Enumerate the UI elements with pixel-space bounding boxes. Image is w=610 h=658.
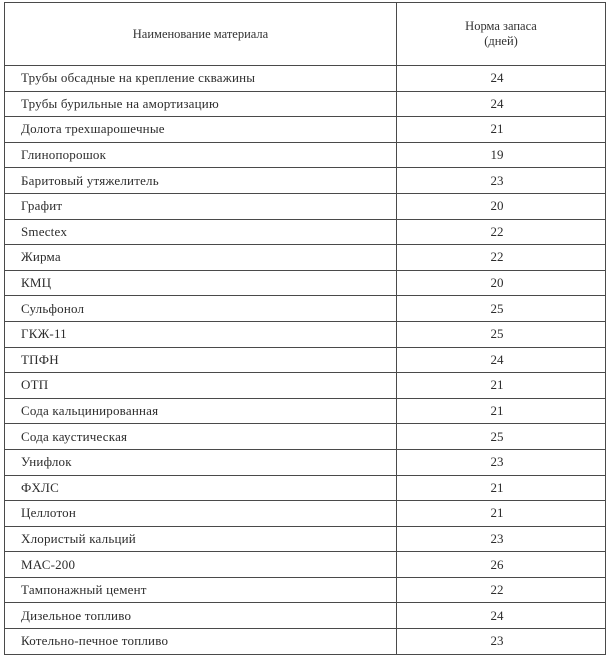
stock-norm-days-cell: 25 [397,321,606,347]
table-header-row [5,3,606,66]
material-name-cell: Сульфонол [5,296,397,322]
table-row [5,296,606,322]
stock-norm-days-cell: 21 [397,501,606,527]
material-name-cell: Тампонажный цемент [5,577,397,603]
stock-norm-days-cell: 21 [397,398,606,424]
stock-norm-days-cell: 22 [397,577,606,603]
material-stock-norms-table [4,2,606,655]
material-name-cell: Графит [5,193,397,219]
material-name-cell: Глинопорошок [5,142,397,168]
table-row [5,66,606,92]
stock-norm-days-cell: 26 [397,552,606,578]
table-row [5,449,606,475]
material-name-cell: Баритовый утяжелитель [5,168,397,194]
table-row [5,475,606,501]
material-name-cell: Трубы бурильные на амортизацию [5,91,397,117]
table-row [5,117,606,143]
table-row [5,168,606,194]
stock-norm-days-cell: 21 [397,475,606,501]
stock-norm-days-cell: 23 [397,526,606,552]
material-name-cell: Долота трехшарошечные [5,117,397,143]
header-stock-norm-days [397,3,606,66]
table-row [5,552,606,578]
table-row [5,91,606,117]
table-row [5,603,606,629]
material-name-cell: Унифлок [5,449,397,475]
stock-norm-days-cell: 24 [397,347,606,373]
material-name-cell: ОТП [5,373,397,399]
table-row [5,142,606,168]
table-row [5,577,606,603]
table-row [5,501,606,527]
header-material-name [5,3,397,66]
material-name-cell: Дизельное топливо [5,603,397,629]
table-row [5,321,606,347]
material-name-cell: ФХЛС [5,475,397,501]
table-row [5,424,606,450]
material-name-cell: Сода кальцинированная [5,398,397,424]
material-name-cell: Трубы обсадные на крепление скважины [5,66,397,92]
header-stock-norm-label: Норма запаса [465,19,537,33]
material-name-cell: Smectex [5,219,397,245]
table-row [5,219,606,245]
stock-norm-days-cell: 20 [397,193,606,219]
stock-norm-days-cell: 23 [397,629,606,655]
material-name-cell: КМЦ [5,270,397,296]
material-name-cell: Хлористый кальций [5,526,397,552]
table-row [5,373,606,399]
material-name-cell: Целлотон [5,501,397,527]
stock-norm-days-cell: 23 [397,449,606,475]
stock-norm-days-cell: 24 [397,66,606,92]
material-name-cell: Жирма [5,245,397,271]
table-row [5,398,606,424]
stock-norm-days-cell: 25 [397,424,606,450]
stock-norm-days-cell: 25 [397,296,606,322]
material-name-cell: Котельно-печное топливо [5,629,397,655]
stock-norm-days-cell: 24 [397,603,606,629]
stock-norm-days-cell: 21 [397,373,606,399]
table-row [5,270,606,296]
stock-norm-days-cell: 21 [397,117,606,143]
header-days-unit-label: (дней) [484,34,518,48]
stock-norm-days-cell: 20 [397,270,606,296]
table-row [5,526,606,552]
table-row [5,245,606,271]
stock-norm-days-cell: 22 [397,245,606,271]
header-material-name-label: Наименование материала [132,26,269,41]
table-row [5,347,606,373]
material-name-cell: ГКЖ-11 [5,321,397,347]
stock-norm-days-cell: 24 [397,91,606,117]
table-row [5,193,606,219]
stock-norm-days-cell: 23 [397,168,606,194]
table-row [5,629,606,655]
material-name-cell: Сода каустическая [5,424,397,450]
stock-norm-days-cell: 22 [397,219,606,245]
material-name-cell: ТПФН [5,347,397,373]
stock-norm-days-cell: 19 [397,142,606,168]
material-name-cell: МАС-200 [5,552,397,578]
